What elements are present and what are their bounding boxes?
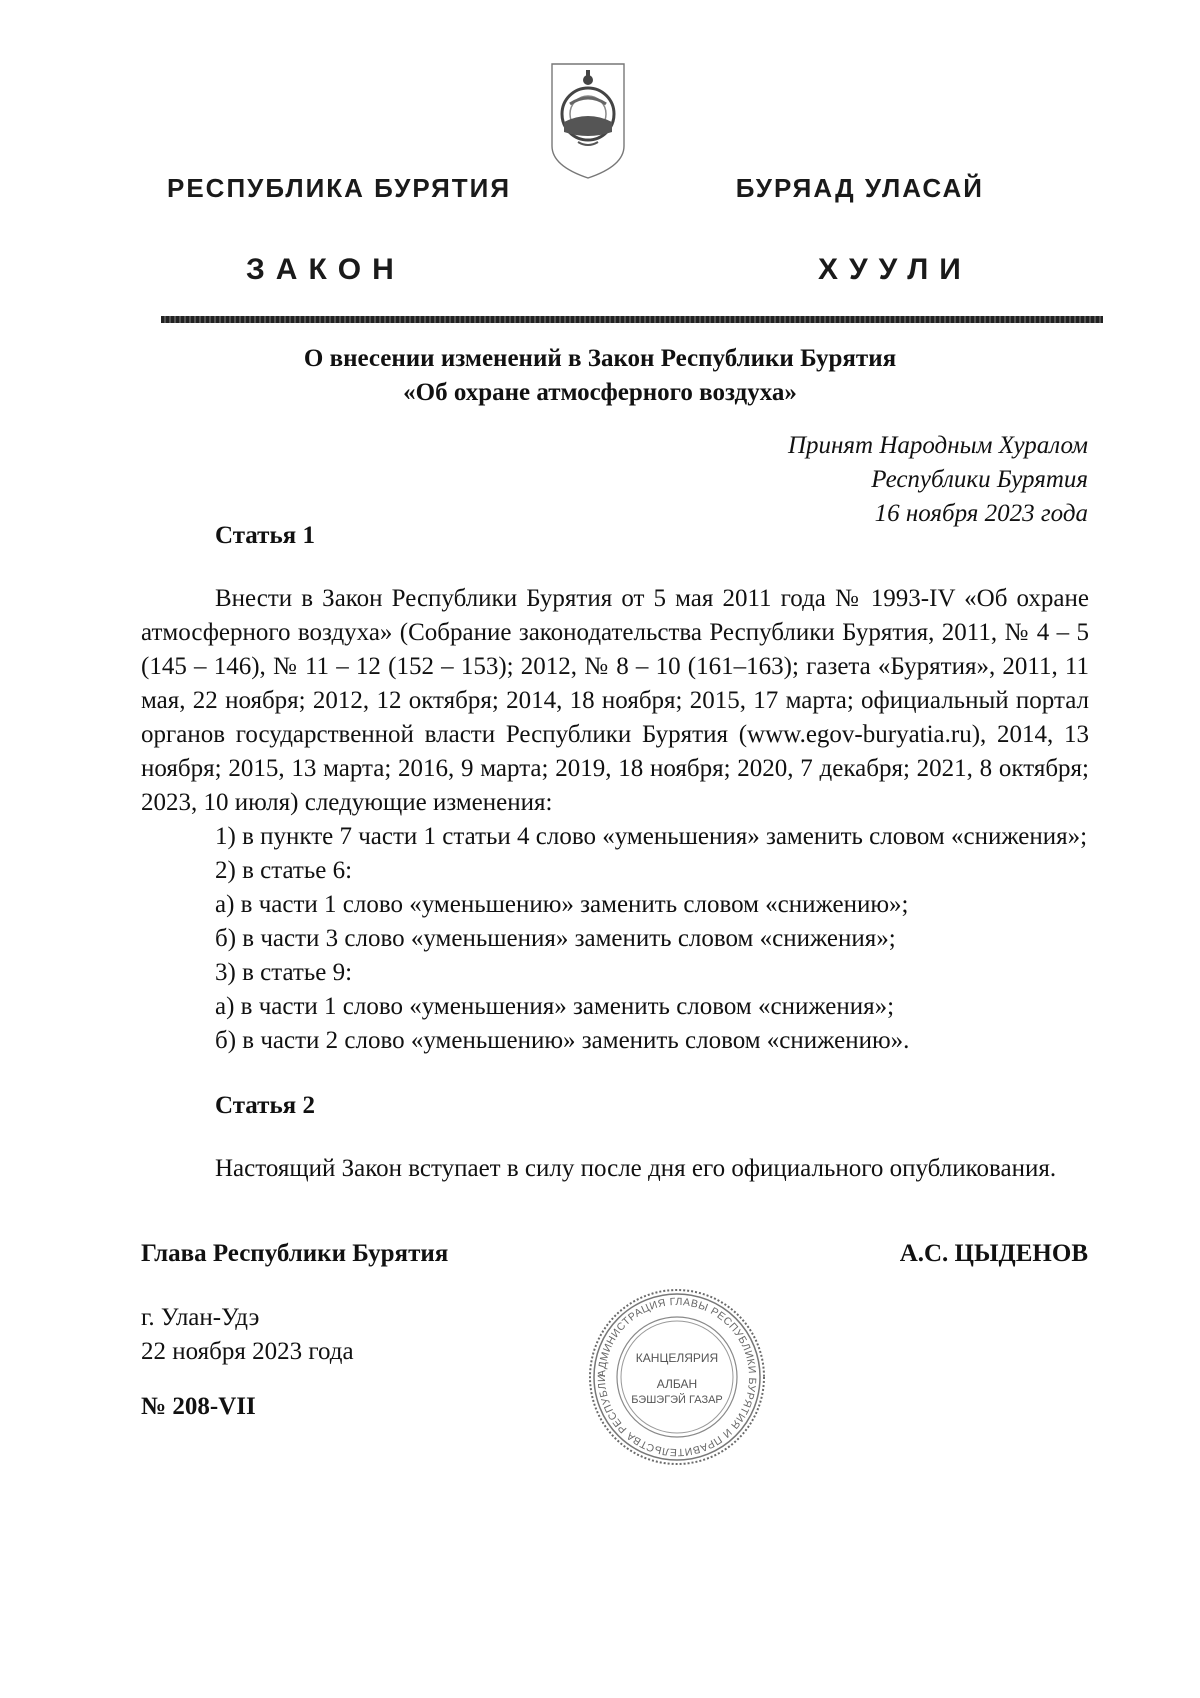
header-law-bua: ХУУЛИ bbox=[818, 253, 972, 286]
signing-date: 22 ноября 2023 года bbox=[141, 1338, 354, 1365]
signatory-name: А.С. ЦЫДЕНОВ bbox=[899, 1240, 1088, 1267]
law-number: № 208-VII bbox=[141, 1393, 256, 1420]
signing-city: г. Улан-Удэ bbox=[141, 1304, 260, 1331]
stamp-center-line1: КАНЦЕЛЯРИЯ bbox=[635, 1351, 719, 1365]
article2-heading: Статья 2 bbox=[215, 1092, 315, 1119]
adoption-date: 16 ноября 2023 года bbox=[874, 500, 1088, 527]
article1-intro: Внести в Закон Республики Бурятия от 5 мая 2011 года № 1993-IV «Об охране атмосферного воздуха» (Собрание законодательства Республики Бурятия, 2011, № 4 – 5 (145 – 146), № 11 – 12 (152 – 153); 2012, № 8 – 10 (161–163); газета «Бурятия», 2011, 11 мая, 22 ноября; 2012, 12 октября; 2014, 18 ноября; 2015, 17 марта; официальный портал органов государственной власти Республики Бурятия (www.egov-buryatia.ru), 2014, 13 ноября; 2015, 13 марта; 2016, 9 марта; 2019, 18 ноября; 2020, 7 декабря; 2021, 8 октября; 2023, 10 июля) следующие изменения: bbox=[141, 585, 1089, 816]
article2-body bbox=[141, 1152, 1089, 1186]
law-title bbox=[0, 342, 1200, 410]
official-stamp bbox=[587, 1287, 767, 1467]
stamp-center-line2: АЛБАН bbox=[656, 1377, 698, 1391]
signing-place bbox=[141, 1301, 354, 1369]
article2-text: Настоящий Закон вступает в силу после дня его официального опубликования. bbox=[215, 1155, 1057, 1182]
article1-body bbox=[141, 582, 1089, 1058]
signatory-position: Глава Республики Бурятия bbox=[141, 1240, 449, 1267]
article1-item: б) в части 2 слово «уменьшению» заменить словом «снижению». bbox=[215, 1027, 910, 1054]
stamp-ring-text: АДМИНИСТРАЦИЯ ГЛАВЫ РЕСПУБЛИКИ БУРЯТИЯ И ПРАВИТЕЛЬСТВА РЕСПУБЛИ bbox=[595, 1295, 759, 1459]
article1-item: а) в части 1 слово «уменьшению» заменить словом «снижению»; bbox=[215, 891, 909, 918]
header-divider bbox=[161, 316, 1103, 323]
header-republic-bua: БУРЯАД УЛАСАЙ bbox=[735, 173, 984, 203]
adoption-note bbox=[788, 429, 1088, 531]
article1-heading: Статья 1 bbox=[215, 522, 315, 549]
article1-item: 1) в пункте 7 части 1 статьи 4 слово «уменьшения» заменить словом «снижения»; bbox=[215, 823, 1088, 850]
law-title-line1: О внесении изменений в Закон Республики Бурятия bbox=[303, 345, 897, 372]
header-law-ru: ЗАКОН bbox=[246, 253, 405, 286]
article1-item: а) в части 1 слово «уменьшения» заменить словом «снижения»; bbox=[215, 993, 895, 1020]
stamp-center-line3: БЭШЭГЭЙ ГАЗАР bbox=[631, 1394, 723, 1406]
article1-item: 3) в статье 9: bbox=[215, 959, 353, 986]
article1-item: 2) в статье 6: bbox=[215, 857, 353, 884]
article1-item: б) в части 3 слово «уменьшения» заменить словом «снижения»; bbox=[215, 925, 896, 952]
header-republic-ru: РЕСПУБЛИКА БУРЯТИЯ bbox=[167, 173, 512, 203]
adoption-line1: Принят Народным Хуралом bbox=[787, 432, 1088, 459]
adoption-line2: Республики Бурятия bbox=[871, 466, 1088, 493]
coat-of-arms-icon bbox=[548, 62, 628, 180]
law-title-line2: «Об охране атмосферного воздуха» bbox=[403, 379, 797, 406]
